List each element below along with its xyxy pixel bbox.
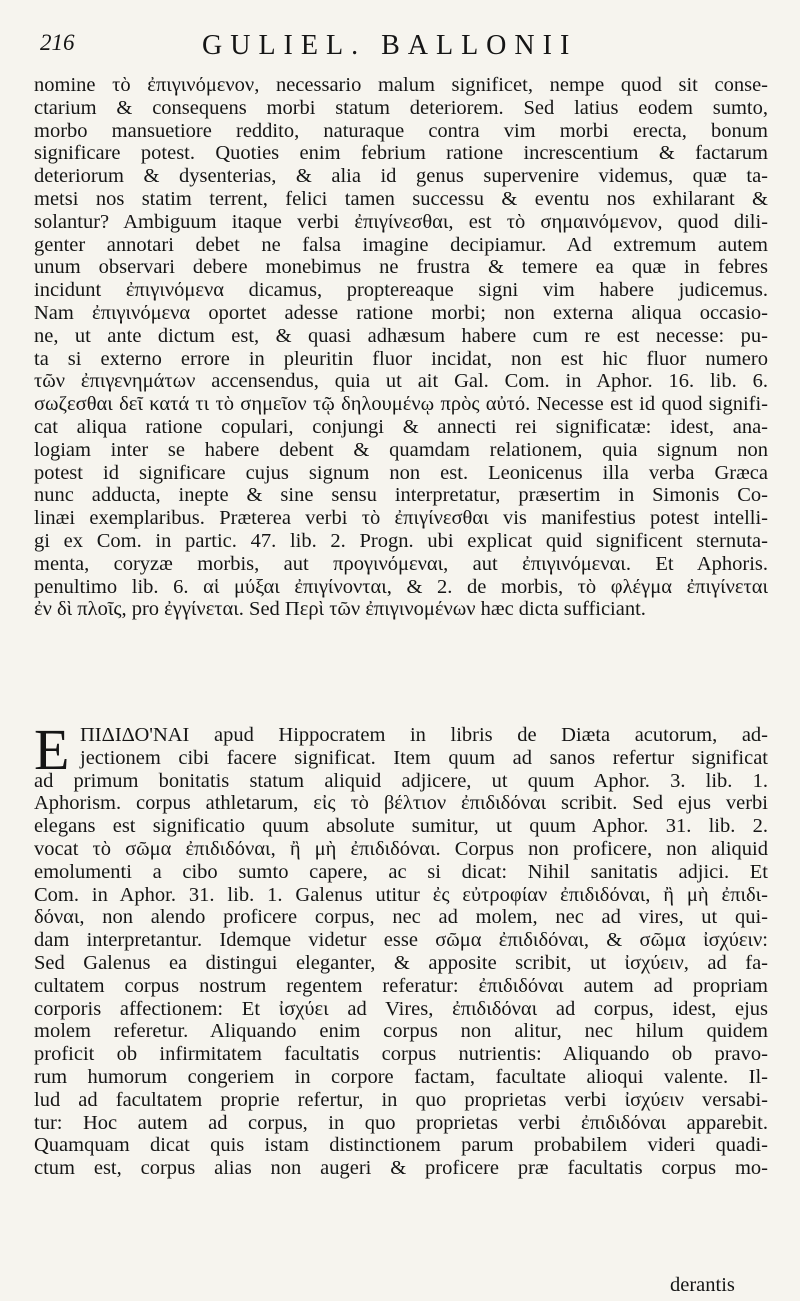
text-line: Quamquam dicat quis istam distinctionem parum probabilem videri quadi- (34, 1134, 768, 1157)
text-line: ctum est, corpus alias non augeri & proficere præ facultatis corpus mo- (34, 1157, 768, 1180)
drop-cap: E (34, 717, 70, 782)
text-line: corporis affectionem: Et ἰσχύει ad Vires, ἐπιδιδόναι ad corpus, idest, ejus (34, 997, 768, 1020)
text-line: elegans est significatio quum absolute sumitur, ut quum Aphor. 31. lib. 2. (34, 815, 768, 838)
running-title: GULIEL. BALLONII (202, 30, 578, 61)
text-line: τῶν ἐπιγενημάτων accensendus, quia ut ait Gal. Com. in Aphor. 16. lib. 6. (34, 370, 768, 393)
text-line: solantur? Ambiguum itaque verbi ἐπιγίνεσθαι, est τὸ σημαινόμενον, quod dili- (34, 210, 768, 233)
text-line: cat aliqua ratione copulari, conjungi & annecti rei significatæ: idest, ana- (34, 415, 768, 438)
text-line: dam interpretantur. Idemque videtur esse σῶμα ἐπιδιδόναι, & σῶμα ἰσχύειν: (34, 929, 768, 952)
text-line: gi ex Com. in partic. 47. lib. 2. Progn. ubi explicat quid significent sternuta- (34, 529, 768, 552)
text-line: jectionem cibi facere significat. Item quum ad sanos refertur significat (80, 746, 768, 769)
text-line: Aphorism. corpus athletarum, εἰς τὸ βέλτιον ἐπιδιδόναι scribit. Sed ejus verbi (34, 792, 768, 815)
text-line: δόναι, non alendo proficere corpus, nec ad molem, nec ad vires, ut qui- (34, 906, 768, 929)
text-line: nomine τὸ ἐπιγινόμενον, necessario malum significet, nempe quod sit conse- (34, 74, 768, 96)
page-number: 216 (40, 30, 75, 55)
text-line: ctarium & consequens morbi statum deteriorem. Sed latius eodem sumto, (34, 96, 768, 119)
text-line: penultimo lib. 6. αἱ μύξαι ἐπιγίνονται, & 2. de morbis, τὸ φλέγμα ἐπιγίνεται (34, 575, 768, 598)
catchword: derantis (670, 1274, 735, 1296)
text-line: rum humorum congeriem in corpore factam, facultate alioqui valente. Il- (34, 1065, 768, 1088)
text-line: nunc adducta, inepte & sine sensu interpretatur, præsertim in Simonis Co- (34, 484, 768, 507)
text-line: unum observari debere monebimus ne frustra & temere ea quæ in febres (34, 256, 768, 279)
text-line: emolumenti a cibo sumto capere, ac si dicat: Nihil sanitatis adjici. Et (34, 860, 768, 883)
text-line: molem referetur. Aliquando enim corpus non alitur, nec hilum quidem (34, 1020, 768, 1043)
text-line: Nam ἐπιγινόμενα oportet adesse ratione morbi; non externa aliqua occasio- (34, 301, 768, 324)
text-line: potest id significare cujus signum non est. Leonicenus illa verba Græca (34, 461, 768, 484)
text-line: ta si externo errore in pleuritin fluor incidat, non est hic fluor numero (34, 347, 768, 370)
text-line: linæi exemplaribus. Præterea verbi τὸ ἐπιγίνεσθαι vis manifestius potest intelli- (34, 507, 768, 530)
text-line: vocat τὸ σῶμα ἐπιδιδόναι, ἢ μὴ ἐπιδιδόναι. Corpus non proficere, non aliquid (34, 837, 768, 860)
text-line: logiam inter se habere debent & quamdam relationem, quia signum non (34, 438, 768, 461)
text-line: deteriorum & dysenterias, & alia id genus supervenire videmus, quæ ta- (34, 165, 768, 188)
paragraph-epiginomenon (34, 74, 768, 621)
paragraph-epididonai (34, 717, 768, 1180)
text-line: genter annotari debet ne falsa imagine decipiamur. Ad extremum autem (34, 233, 768, 256)
text-line: cultatem corpus nostrum regentem referatur: ἐπιδιδόναι autem ad propriam (34, 974, 768, 997)
text-line: lud ad facultatem proprie refertur, in quo proprietas verbi ἰσχύειν versabi- (34, 1088, 768, 1111)
text-line: ἐν δὶ πλοῖς, pro ἐγγίνεται. Sed Περὶ τῶν ἐπιγινομένων hæc dicta sufficiant. (34, 598, 646, 621)
text-line: ne, ut ante dictum est, & quasi adhæsum habere cum re est necesse: pu- (34, 324, 768, 347)
text-line: Com. in Aphor. 31. lib. 1. Galenus utitur ἐς εὐτροφίαν ἐπιδιδόναι, ἢ μὴ ἐπιδι- (34, 883, 768, 906)
text-line: menta, coryzæ morbis, aut προγινόμεναι, aut ἐπιγινόμεναι. Et Aphoris. (34, 552, 768, 575)
text-line: tur: Hoc autem ad corpus, in quo proprietas verbi ἐπιδιδόναι apparebit. (34, 1111, 768, 1134)
page-header (40, 30, 780, 70)
text-line: incidunt ἐπιγινόμενα dicamus, proptereaque signi vim habere judicemus. (34, 279, 768, 302)
text-line: Sed Galenus ea distingui eleganter, & apposite scribit, ut ἰσχύειν, ad fa- (34, 951, 768, 974)
text-line: metsi nos statim terrent, felici tamen successu & eventu nos exhilarant & (34, 187, 768, 210)
text-line: morbo mansuetiore reddito, naturaque contra vim morbi erecta, bonum (34, 119, 768, 142)
text-line: significare potest. Quoties enim febrium ratione increscentium & factarum (34, 142, 768, 165)
text-line: ad primum bonitatis statum aliquid adjicere, ut quum Aphor. 3. lib. 1. (34, 769, 768, 792)
text-line: σωζεσθαι δεῖ κατά τι τὸ σημεῖον τῷ δηλουμένῳ πρὸς αὐτό. Necesse est id quod signifi- (34, 393, 768, 416)
text-line: ΠΙΔΙΔΟ'ΝΑΙ apud Hippocratem in libris de Diæta acutorum, ad- (80, 724, 768, 746)
text-line: proficit ob infirmitatem facultatis corpus nutrientis: Aliquando ob pravo- (34, 1043, 768, 1066)
